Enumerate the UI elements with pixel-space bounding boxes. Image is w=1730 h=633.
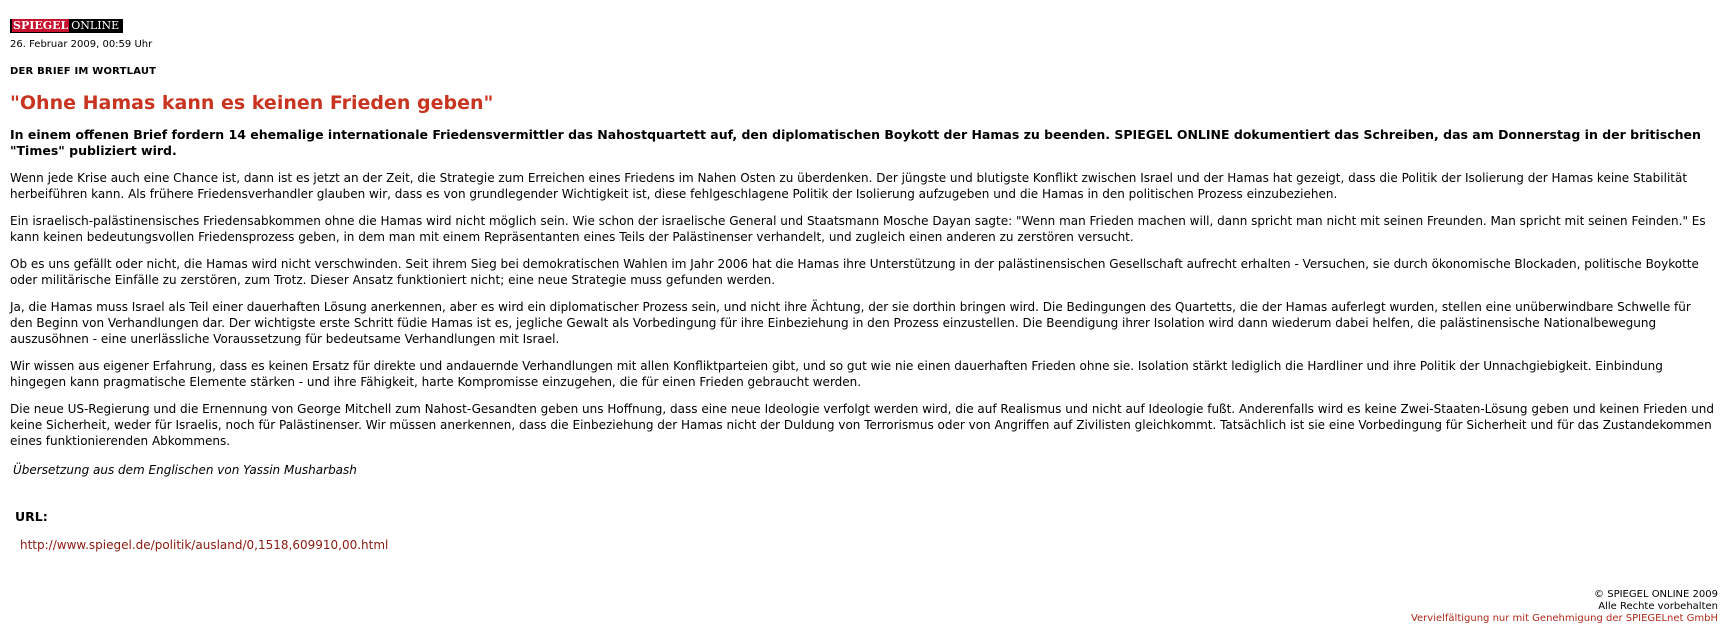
article-headline: "Ohne Hamas kann es keinen Frieden geben": [10, 92, 494, 114]
translation-credit: Übersetzung aus dem Englischen von Yassin Musharbash: [13, 463, 357, 477]
article-paragraph: Ja, die Hamas muss Israel als Teil einer dauerhaften Lösung anerkennen, aber es wird ein diplomatischer Prozess sein, und nicht ihre Ächtung, der sie dorthin bringen wird. Die Bedingungen des Quartetts, die der Hamas auferlegt wurden, stellen eine unüberwindbare Schwelle für den Beginn von Verhandlungen dar. Der wichtigste erste Schritt füdie Hamas ist es, jegliche Gewalt als Vorbedingung für ihre Einbeziehung in den Prozess einzustellen. Die Beendigung ihrer Isolation wird dann wiederum dabei helfen, die palästinensische Nationalbewegung auszusöhnen - eine unerlässliche Voraussetzung für bedeutsame Verhandlungen mit Israel.: [10, 300, 1691, 346]
rights-line: Alle Rechte vorbehalten: [1598, 601, 1718, 612]
article-page: [10, 14, 1716, 552]
article-paragraph: Ob es uns gefällt oder nicht, die Hamas wird nicht verschwinden. Seit ihrem Sieg bei demokratischen Wahlen im Jahr 2006 hat die Hamas ihre Unterstützung in der palästinensischen Gesellschaft aufrecht erhalten - Versuchen, sie durch ökonomische Blockaden, politische Boykotte oder militärische Einfälle zu zerstören, zum Trotz. Dieser Ansatz funktioniert nicht; eine neue Strategie muss gefunden werden.: [10, 257, 1699, 287]
article-intro: In einem offenen Brief fordern 14 ehemalige internationale Friedensvermittler das Nahostquartett auf, den diplomatischen Boykott der Hamas zu beenden. SPIEGEL ONLINE dokumentiert das Schreiben, das am Donnerstag in der britischen "Times" publiziert wird.: [10, 127, 1701, 158]
copyright-footer: [1411, 589, 1718, 625]
article-url-link[interactable]: http://www.spiegel.de/politik/ausland/0,1518,609910,00.html: [20, 538, 389, 552]
spiegel-online-logo: [10, 19, 123, 33]
article-paragraph: Ein israelisch-palästinensisches Friedensabkommen ohne die Hamas wird nicht möglich sein. Wie schon der israelische General und Staatsmann Mosche Dayan sagte: "Wenn man Frieden machen will, dann spricht man nicht mit seinen Freunden. Man spricht mit seinen Feinden." Es kann keinen bedeutungsvollen Friedensprozess geben, in dem man mit einem Repräsentanten eines Teils der Palästinenser verhandelt, und zugleich einen anderen zu zerstören versucht.: [10, 214, 1706, 244]
publish-date: 26. Februar 2009, 00:59 Uhr: [10, 39, 153, 50]
article-kicker: DER BRIEF IM WORTLAUT: [10, 66, 157, 77]
article-paragraph: Wenn jede Krise auch eine Chance ist, dann ist es jetzt an der Zeit, die Strategie zum Erreichen eines Friedens im Nahen Osten zu überdenken. Der jüngste und blutigste Konflikt zwischen Israel und der Hamas hat gezeigt, dass die Politik der Isolierung der Hamas keine Stabilität herbeiführen kann. Als frühere Friedensverhandler glauben wir, dass es von grundlegender Wichtigkeit ist, diese fehlgeschlagene Politik der Isolierung aufzugeben und die Hamas in den politischen Prozess einzubeziehen.: [10, 171, 1688, 201]
article-paragraph: Die neue US-Regierung und die Ernennung von George Mitchell zum Nahost-Gesandten geben uns Hoffnung, dass eine neue Ideologie verfolgt werden wird, die auf Realismus und nicht auf Ideologie fußt. Anderenfalls wird es keine Zwei-Staaten-Lösung geben und keinen Frieden und keine Sicherheit, weder für Israelis, noch für Palästinenser. Wir müssen anerkennen, dass die Einbeziehung der Hamas nicht der Duldung von Terrorismus oder von Angriffen auf Zivilisten gleichkommt. Tatsächlich ist sie eine Vorbedingung für Sicherheit und für das Zustandekommen eines funktionierenden Abkommens.: [10, 402, 1714, 448]
logo-spiegel-text: SPIEGEL: [13, 19, 69, 32]
logo-online-text: ONLINE: [71, 19, 120, 32]
reproduction-notice: Vervielfältigung nur mit Genehmigung der SPIEGELnet GmbH: [1410, 613, 1718, 624]
copyright-line: © SPIEGEL ONLINE 2009: [1594, 589, 1718, 600]
article-paragraph: Wir wissen aus eigener Erfahrung, dass es keinen Ersatz für direkte und andauernde Verhandlungen mit allen Konfliktparteien gibt, und so gut wie nie einen dauerhaften Frieden ohne sie. Isolation stärkt lediglich die Hardliner und ihre Politik der Unnachgiebigkeit. Einbindung hingegen kann pragmatische Elemente stärken - und ihre Fähigkeit, harte Kompromisse einzugehen, die für einen Frieden gebraucht werden.: [10, 359, 1663, 389]
url-label: URL:: [15, 509, 48, 524]
